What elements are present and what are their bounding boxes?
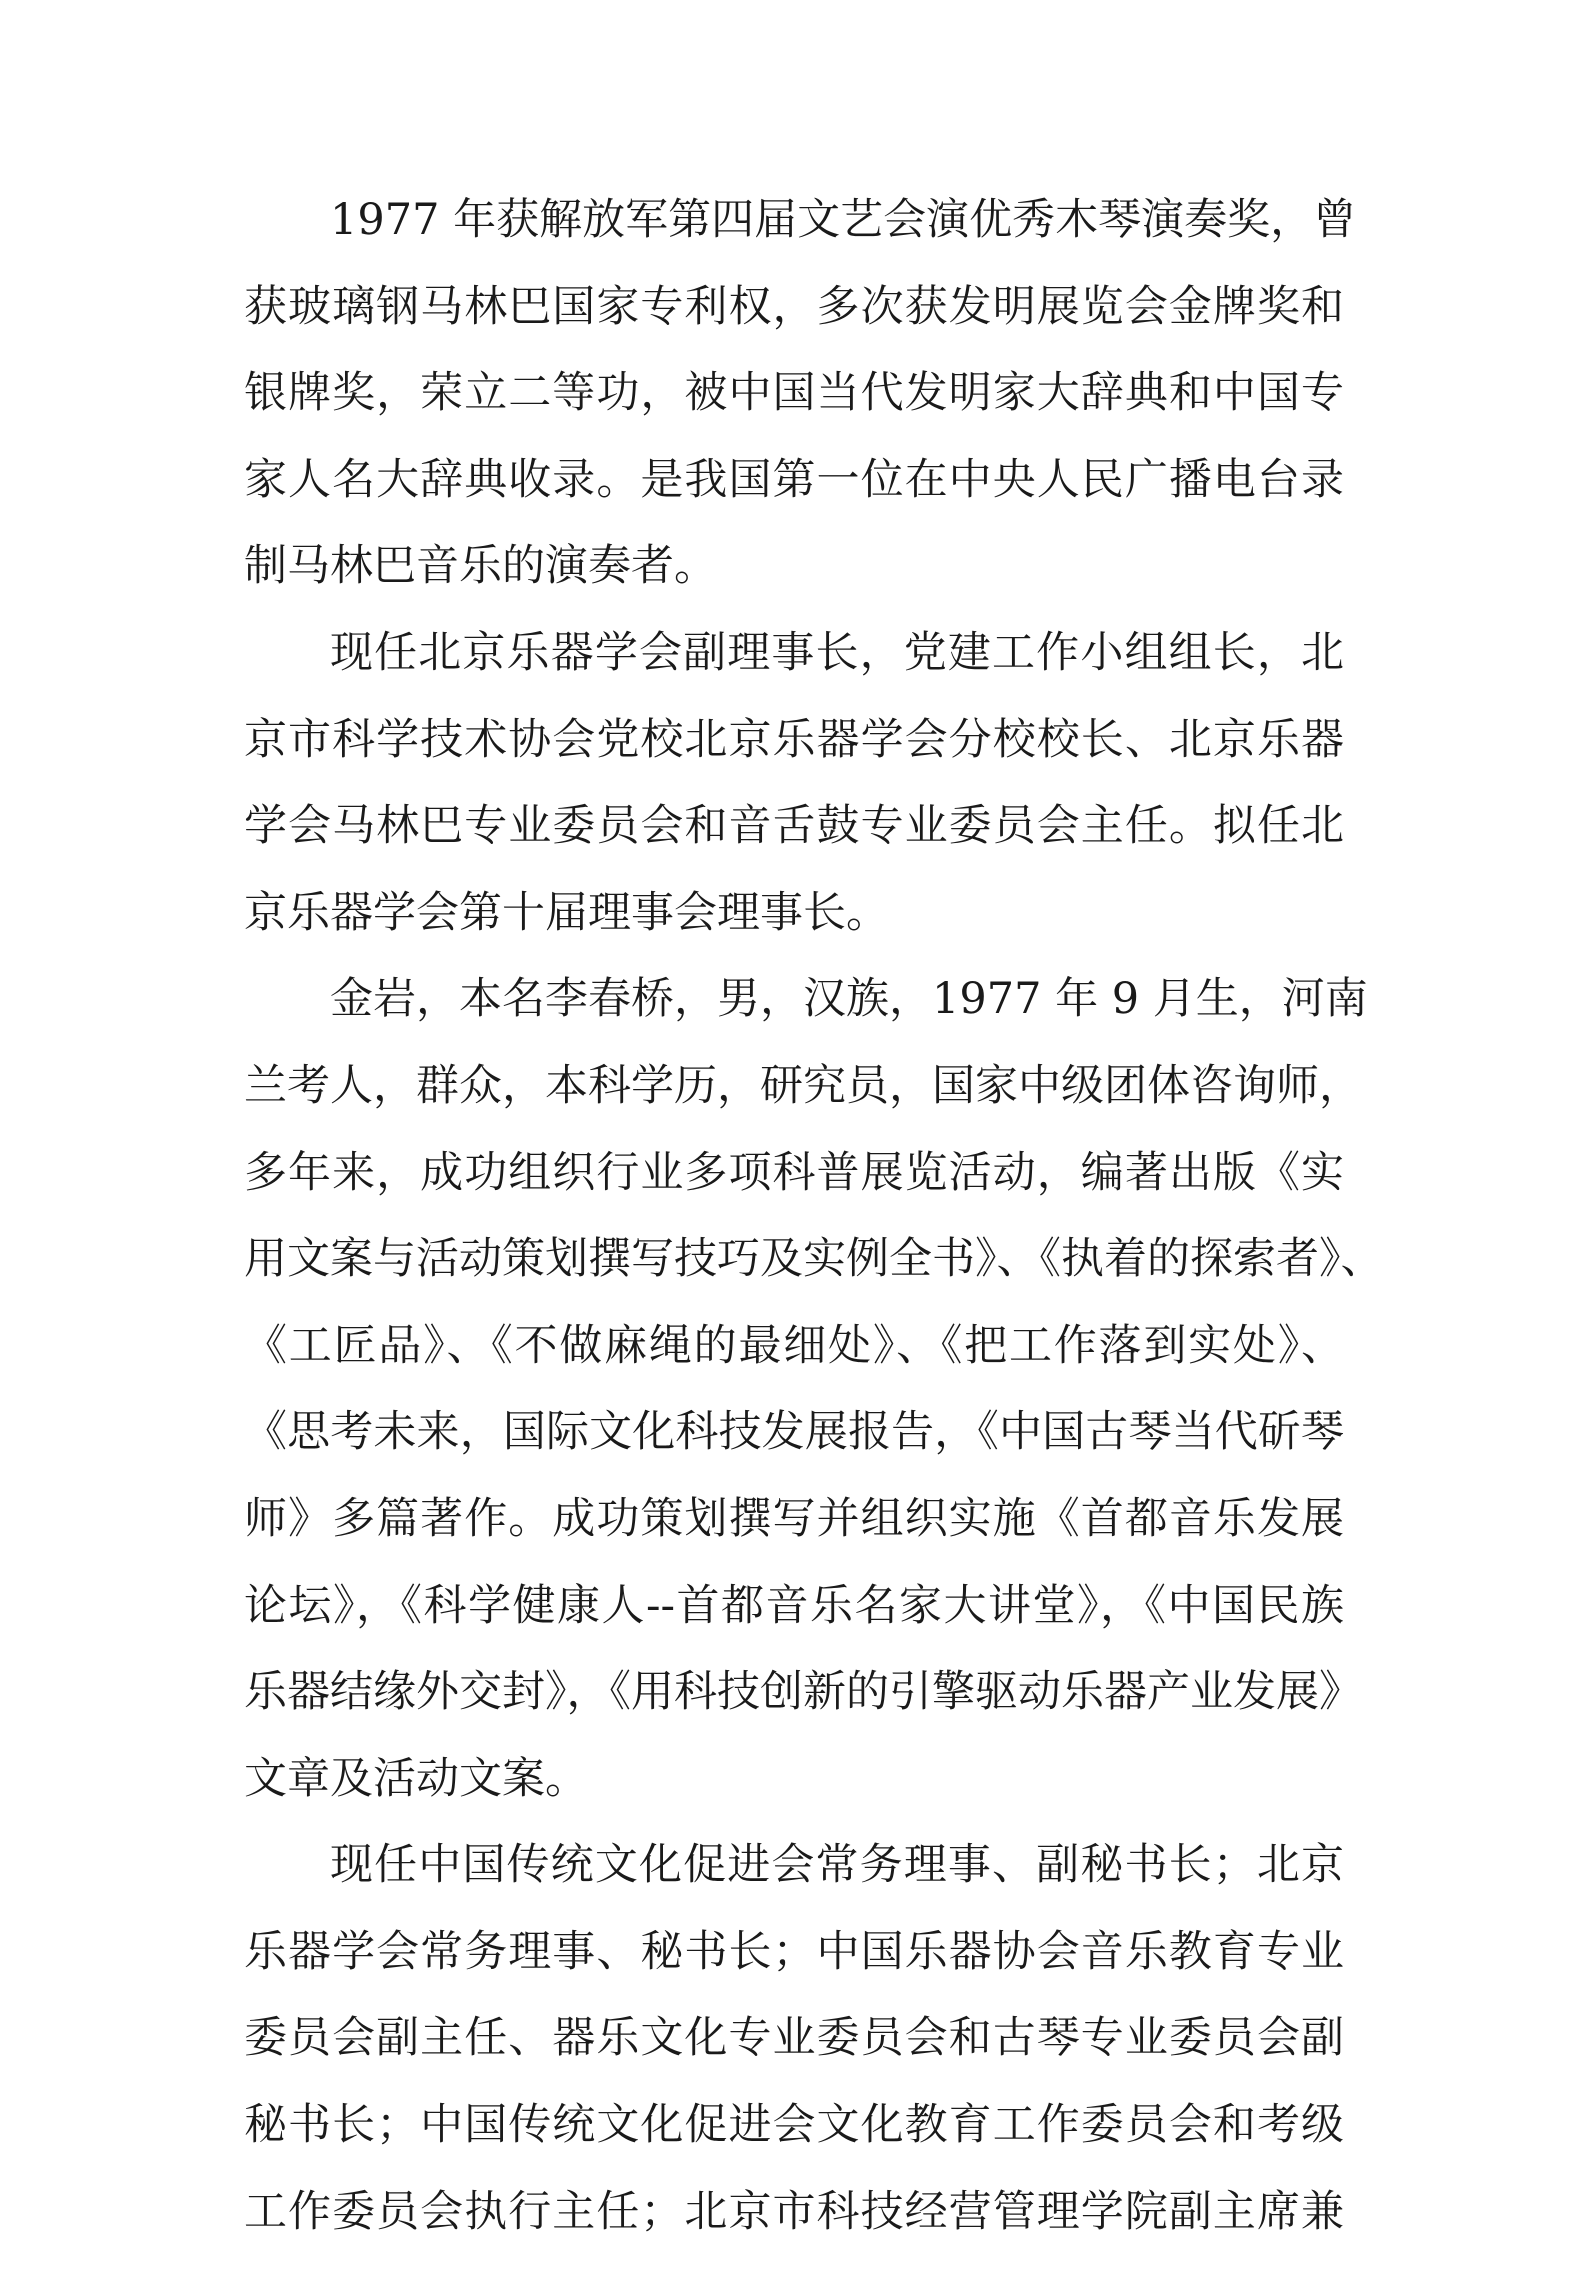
text-line: 家人名大辞典收录。是我国第一位在中央人民广播电台录 xyxy=(244,454,1344,505)
text-line: 1977 年获解放军第四届文艺会演优秀木琴演奏奖，曾 xyxy=(330,195,1357,245)
text-line: 文章及活动文案。 xyxy=(244,1753,588,1804)
text-line: 秘书长；中国传统文化促进会文化教育工作委员会和考级 xyxy=(244,2100,1344,2151)
text-line: 《思考未来，国际文化科技发展报告，《中国古琴当代斫琴 xyxy=(244,1407,1344,1458)
text-line: 用文案与活动策划撰写技巧及实例全书》、《执着的探索者》、 xyxy=(244,1234,1384,1285)
text-line: 《工匠品》、《不做麻绳的最细处》、《把工作落到实处》、 xyxy=(244,1320,1344,1371)
text-line: 委员会副主任、器乐文化专业委员会和古琴专业委员会副 xyxy=(244,2013,1344,2064)
text-line: 乐器学会常务理事、秘书长；中国乐器协会音乐教育专业 xyxy=(244,1926,1344,1977)
text-line: 多年来，成功组织行业多项科普展览活动，编著出版《实 xyxy=(244,1147,1344,1198)
text-line: 获玻璃钢马林巴国家专利权，多次获发明展览会金牌奖和 xyxy=(244,281,1344,332)
text-line: 金岩，本名李春桥，男，汉族，1977 年 9 月生，河南 xyxy=(330,974,1368,1025)
text-line: 论坛》，《科学健康人--首都音乐名家大讲堂》，《中国民族 xyxy=(244,1580,1344,1631)
text-line: 工作委员会执行主任；北京市科技经营管理学院副主席兼 xyxy=(244,2186,1344,2237)
paragraph xyxy=(244,195,1357,592)
text-line: 京市科学技术协会党校北京乐器学会分校校长、北京乐器 xyxy=(244,714,1344,765)
text-line: 学会马林巴专业委员会和音舌鼓专业委员会主任。拟任北 xyxy=(244,801,1344,852)
paragraph xyxy=(244,1840,1344,2237)
text-line: 乐器结缘外交封》，《用科技创新的引擎驱动乐器产业发展》 xyxy=(244,1667,1362,1718)
text-line: 师》多篇著作。成功策划撰写并组织实施《首都音乐发展 xyxy=(244,1493,1344,1544)
text-line: 现任中国传统文化促进会常务理事、副秘书长；北京 xyxy=(330,1840,1344,1891)
paragraph xyxy=(244,974,1384,1804)
paragraph xyxy=(244,628,1344,939)
text-line: 现任北京乐器学会副理事长，党建工作小组组长，北 xyxy=(330,627,1344,678)
text-line: 制马林巴音乐的演奏者。 xyxy=(244,541,717,592)
text-line: 银牌奖，荣立二等功，被中国当代发明家大辞典和中国专 xyxy=(244,368,1344,419)
text-line: 兰考人，群众，本科学历，研究员，国家中级团体咨询师， xyxy=(244,1060,1362,1111)
document-body xyxy=(244,195,1384,2273)
text-line: 京乐器学会第十届理事会理事长。 xyxy=(244,887,889,938)
